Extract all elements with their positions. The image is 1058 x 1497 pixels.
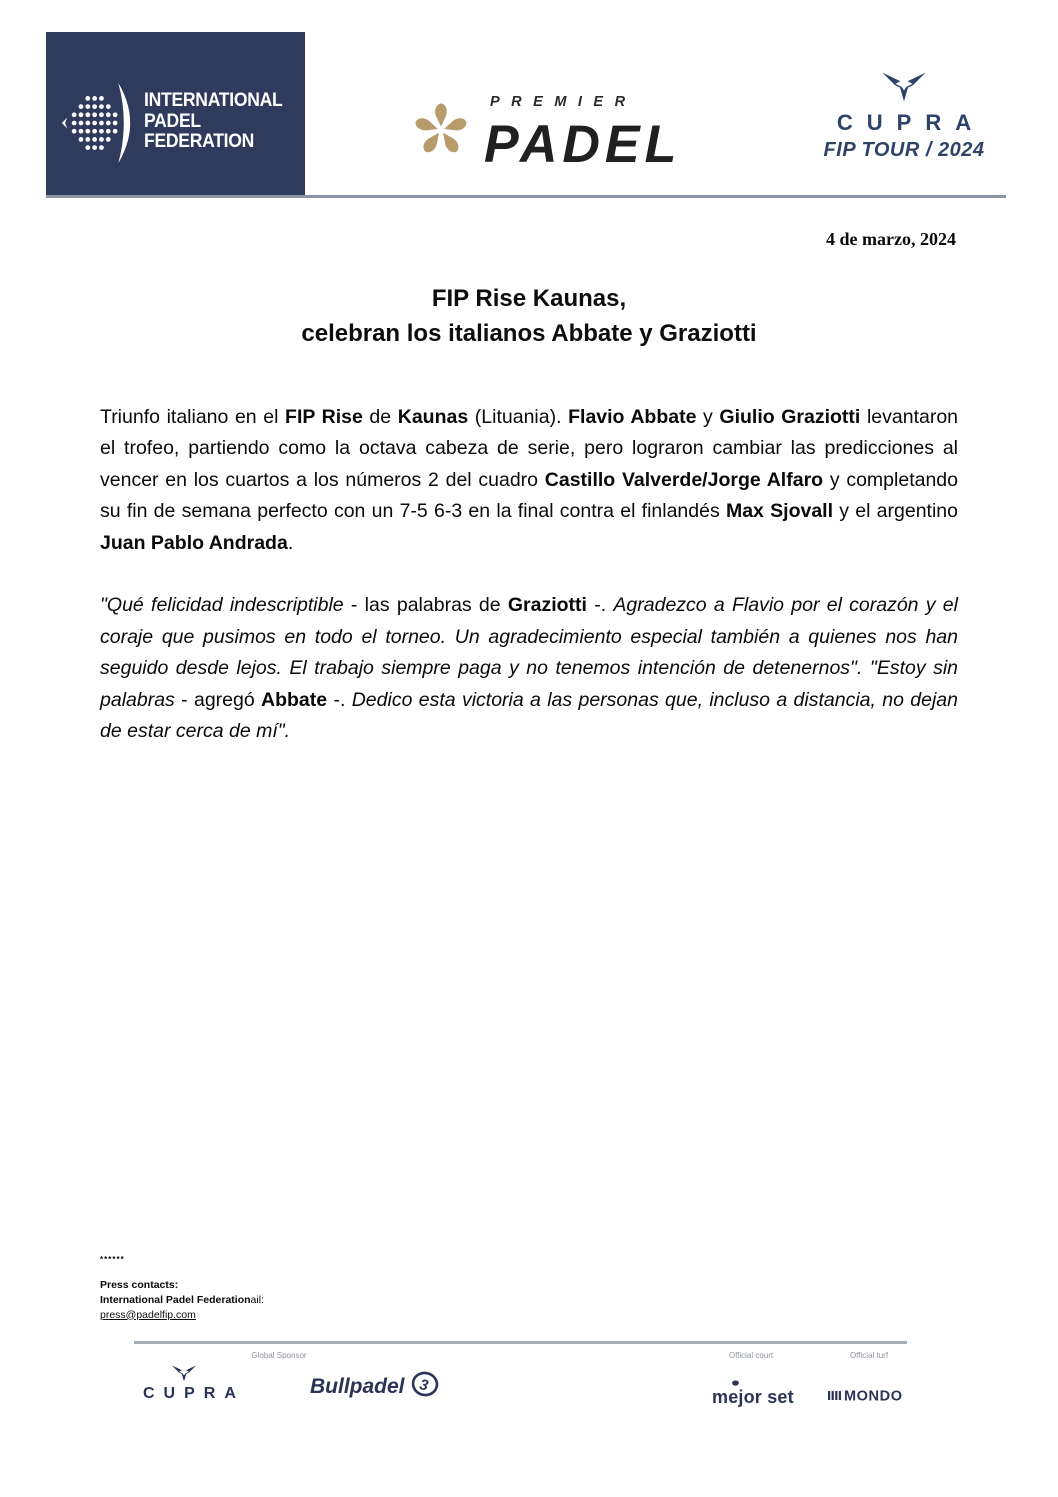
bullpadel-wordmark: Bullpadel — [310, 1375, 405, 1398]
date-line: 4 de marzo, 2024 — [826, 229, 956, 249]
padel-wordmark: PADEL — [484, 115, 682, 175]
svg-text:3: 3 — [418, 1376, 430, 1395]
article-body — [100, 402, 958, 747]
bullpadel-logo — [310, 1370, 440, 1402]
paragraph-quotes: "Qué felicidad indescriptible - las palabras de Graziotti -. Agradezco a Flavio por el corazón y el coraje que pusimos en todo el torneo. Un agradecimiento especial también a quienes nos han seguido desde lejos. El trabajo siempre paga y no tenemos intención de detenernos". "Estoy sin palabras - agregó Abbate -. Dedico esta victoria a las personas que, incluso a distancia, no dejan de estar cerca de mí". — [100, 594, 958, 743]
press-org-name: International Padel Federation — [100, 1293, 251, 1306]
cupra-bull-icon — [881, 68, 927, 106]
press-org-suffix: ail: — [250, 1293, 264, 1306]
ipf-logo-text — [144, 90, 283, 152]
ipf-logo — [46, 32, 305, 197]
press-contacts — [100, 1278, 264, 1322]
official-court-label: Official court — [728, 1351, 774, 1360]
global-sponsor-label: Global Sponsor — [251, 1351, 307, 1360]
mondo-logo — [828, 1385, 918, 1407]
mejorset-racket-icon — [732, 1380, 739, 1385]
mejorset-wordmark: mejor set — [712, 1387, 794, 1407]
ipf-line-1: INTERNATIONAL — [144, 89, 283, 111]
premier-wordmark: PREMIER — [490, 94, 637, 110]
cupra-fip-tour-logo — [818, 68, 990, 162]
mondo-wordmark: MONDO — [844, 1388, 903, 1405]
title-line-2: celebran los italianos Abbate y Graziotti — [301, 320, 757, 347]
press-email-line — [100, 1308, 264, 1323]
cupra-bull-icon — [171, 1363, 197, 1384]
press-email-link[interactable]: press@padelfip.com — [100, 1308, 196, 1321]
mejorset-logo — [712, 1378, 796, 1410]
cupra-wordmark: CUPRA — [836, 110, 986, 135]
press-org-line — [100, 1293, 264, 1308]
page-title — [0, 281, 1058, 351]
separator-stars: ****** — [100, 1255, 125, 1264]
cupra-sponsor-logo — [134, 1363, 245, 1403]
ipf-ball-icon — [60, 76, 142, 170]
title-line-1: FIP Rise Kaunas, — [431, 285, 627, 312]
ipf-line-3: FEDERATION — [144, 130, 255, 152]
bullpadel-badge — [411, 1371, 439, 1398]
sponsor-divider — [134, 1341, 907, 1344]
paragraph-result: Triunfo italiano en el FIP Rise de Kaunas (Lituania). Flavio Abbate y Giulio Graziotti levantaron el trofeo, partiendo como la octava cabeza de serie, pero lograron cambiar las predicciones al vencer en los cuartos a los números 2 del cuadro Castillo Valverde/Jorge Alfaro y completando su fin de semana perfecto con un 7-5 6-3 en la final contra el finlandés Max Sjovall y el argentino Juan Pablo Andrada. — [100, 406, 959, 554]
cupra-sponsor-wordmark: CUPRA — [143, 1385, 245, 1402]
official-turf-label: Official turf — [849, 1351, 889, 1360]
mondo-bars-icon — [828, 1391, 841, 1400]
header-divider — [46, 195, 1006, 198]
fip-tour-year: FIP TOUR / 2024 — [823, 139, 985, 161]
premier-flower-icon — [407, 96, 475, 164]
press-contacts-label: Press contacts: — [100, 1279, 179, 1291]
ipf-line-2: PADEL — [144, 109, 201, 132]
